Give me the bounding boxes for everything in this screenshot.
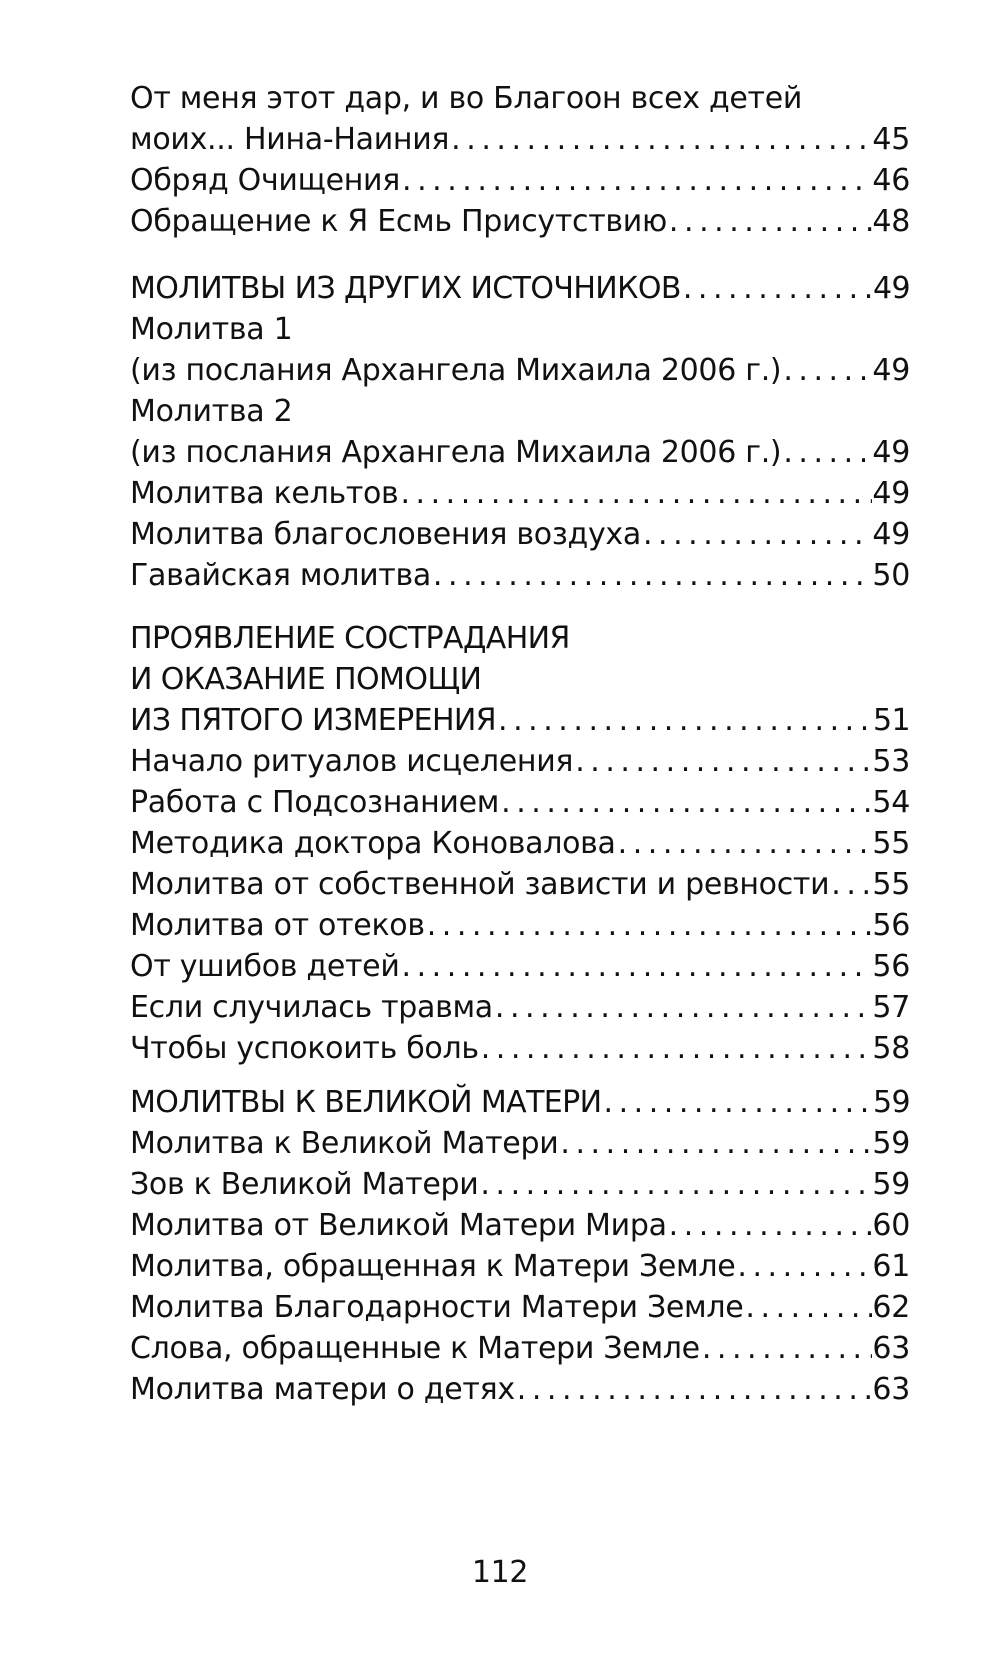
toc-entry-title: (из послания Архангела Михаила 2006 г.) (130, 353, 782, 388)
leader-dots (573, 741, 872, 782)
toc-entry-title: Слова, обращенные к Матери Земле (130, 1331, 700, 1366)
leader-dots (400, 160, 872, 201)
toc-entry-page: 58 (872, 1031, 910, 1066)
toc-entry (130, 514, 910, 555)
leader-dots (781, 350, 872, 391)
toc-entry-page: 59 (872, 1126, 910, 1161)
toc-entry-title: Если случилась травма (130, 990, 493, 1025)
leader-dots (558, 1123, 872, 1164)
toc-entry-page: 50 (872, 558, 910, 593)
toc-entry (130, 160, 910, 201)
toc-entry (130, 1328, 910, 1369)
toc-entry-page: 62 (872, 1290, 910, 1325)
toc-entry-page: 54 (872, 785, 910, 820)
toc-entry-page: 56 (872, 908, 910, 943)
toc-entry-title: Молитва благословения воздуха (130, 517, 641, 552)
leader-dots (515, 1369, 873, 1410)
toc-entry-page: 55 (872, 867, 910, 902)
toc-entry-page: 63 (872, 1331, 910, 1366)
toc-entry (130, 905, 910, 946)
toc-entry-title: Молитва от собственной зависти и ревности (130, 867, 830, 902)
leader-dots (449, 119, 872, 160)
leader-dots (479, 1028, 873, 1069)
toc-entry-page: 49 (873, 271, 910, 306)
leader-dots (616, 823, 873, 864)
toc-group-2 (130, 268, 910, 596)
toc-entry-page: 59 (872, 1167, 910, 1202)
toc-group-1 (130, 78, 910, 242)
toc-entry-title: Молитва матери о детях (130, 1372, 515, 1407)
toc-entry-page: 59 (873, 1085, 910, 1120)
toc-entry (130, 823, 910, 864)
toc-entry (130, 1369, 910, 1410)
toc-entry (130, 741, 910, 782)
toc-entry-title: МОЛИТВЫ К ВЕЛИКОЙ МАТЕРИ (130, 1085, 602, 1120)
toc-entry (130, 201, 910, 242)
toc-entry-title: И ОКАЗАНИЕ ПОМОЩИ (130, 662, 482, 697)
toc-entry-page: 49 (872, 517, 910, 552)
toc-entry-title: От меня этот дар, и во Благоон всех детей (130, 81, 803, 116)
toc-entry-page: 46 (872, 163, 910, 198)
toc-section-heading (130, 1082, 910, 1123)
toc-entry-title: ПРОЯВЛЕНИЕ СОСТРАДАНИЯ (130, 621, 570, 656)
toc-entry (130, 119, 910, 160)
page-number: 112 (471, 1555, 529, 1590)
leader-dots (398, 473, 872, 514)
toc-entry-title: МОЛИТВЫ ИЗ ДРУГИХ ИСТОЧНИКОВ (130, 271, 681, 306)
toc-entry (130, 78, 910, 119)
toc-entry (130, 782, 910, 823)
toc-entry-page: 60 (872, 1208, 910, 1243)
toc-entry-title: ИЗ ПЯТОГО ИЗМЕРЕНИЯ (130, 703, 497, 738)
toc-entry-title: Работа с Подсознанием (130, 785, 500, 820)
toc-entry-page: 51 (873, 703, 910, 738)
toc-entry-page: 55 (872, 826, 910, 861)
leader-dots (667, 1205, 873, 1246)
leader-dots (499, 782, 872, 823)
toc-entry-title: Молитва 2 (130, 394, 293, 429)
leader-dots (602, 1082, 874, 1123)
toc-entry (130, 864, 910, 905)
toc-entry-page: 49 (872, 435, 910, 470)
toc-section-heading (130, 700, 910, 741)
toc-section-heading (130, 268, 910, 309)
toc-entry (130, 1246, 910, 1287)
leader-dots (700, 1328, 873, 1369)
toc-entry-page: 57 (872, 990, 910, 1025)
toc-entry (130, 1287, 910, 1328)
toc-entry (130, 946, 910, 987)
toc-section-heading (130, 659, 910, 700)
toc-group-3 (130, 618, 910, 1069)
toc-entry (130, 391, 910, 432)
leader-dots (496, 700, 873, 741)
toc-entry-title: Молитва 1 (130, 312, 293, 347)
toc-entry-title: Обряд Очищения (130, 163, 400, 198)
leader-dots (681, 268, 873, 309)
toc-entry-title: Начало ритуалов исцеления (130, 744, 574, 779)
toc-entry (130, 555, 910, 596)
toc-entry-page: 49 (872, 353, 910, 388)
toc-group-4 (130, 1082, 910, 1410)
toc-entry-title: Молитва от Великой Матери Мира (130, 1208, 667, 1243)
toc-entry-title: Молитва от отеков (130, 908, 425, 943)
leader-dots (425, 905, 873, 946)
toc-entry (130, 1028, 910, 1069)
leader-dots (400, 946, 873, 987)
toc-entry-title: Молитва Благодарности Матери Земле (130, 1290, 744, 1325)
leader-dots (431, 555, 873, 596)
toc-entry (130, 987, 910, 1028)
toc-entry-page: 61 (872, 1249, 910, 1284)
toc-entry (130, 309, 910, 350)
toc-entry-title: От ушибов детей (130, 949, 400, 984)
leader-dots (829, 864, 872, 905)
leader-dots (478, 1164, 872, 1205)
toc-entry-page: 63 (872, 1372, 910, 1407)
toc-entry (130, 1205, 910, 1246)
toc-entry (130, 1164, 910, 1205)
toc-entry (130, 1123, 910, 1164)
toc-entry (130, 432, 910, 473)
toc-entry-title: Гавайская молитва (130, 558, 431, 593)
toc-section-heading (130, 618, 910, 659)
leader-dots (641, 514, 872, 555)
toc-entry-title: (из послания Архангела Михаила 2006 г.) (130, 435, 782, 470)
leader-dots (493, 987, 873, 1028)
toc-entry-title: Методика доктора Коновалова (130, 826, 616, 861)
toc-entry-title: Молитва кельтов (130, 476, 399, 511)
leader-dots (735, 1246, 872, 1287)
toc-entry-title: Зов к Великой Матери (130, 1167, 479, 1202)
toc-entry-page: 45 (872, 122, 910, 157)
toc-entry-page: 53 (872, 744, 910, 779)
toc-entry (130, 473, 910, 514)
leader-dots (743, 1287, 872, 1328)
toc-entry-title: Молитва к Великой Матери (130, 1126, 559, 1161)
toc-entry-title: моих... Нина-Наиния (130, 122, 450, 157)
toc-entry (130, 350, 910, 391)
toc-entry-page: 48 (872, 204, 910, 239)
toc-entry-title: Молитва, обращенная к Матери Земле (130, 1249, 736, 1284)
leader-dots (667, 201, 873, 242)
toc-entry-page: 56 (872, 949, 910, 984)
toc-entry-page: 49 (872, 476, 910, 511)
leader-dots (781, 432, 872, 473)
toc-entry-title: Обращение к Я Есмь Присутствию (130, 204, 667, 239)
toc-entry-title: Чтобы успокоить боль (130, 1031, 479, 1066)
